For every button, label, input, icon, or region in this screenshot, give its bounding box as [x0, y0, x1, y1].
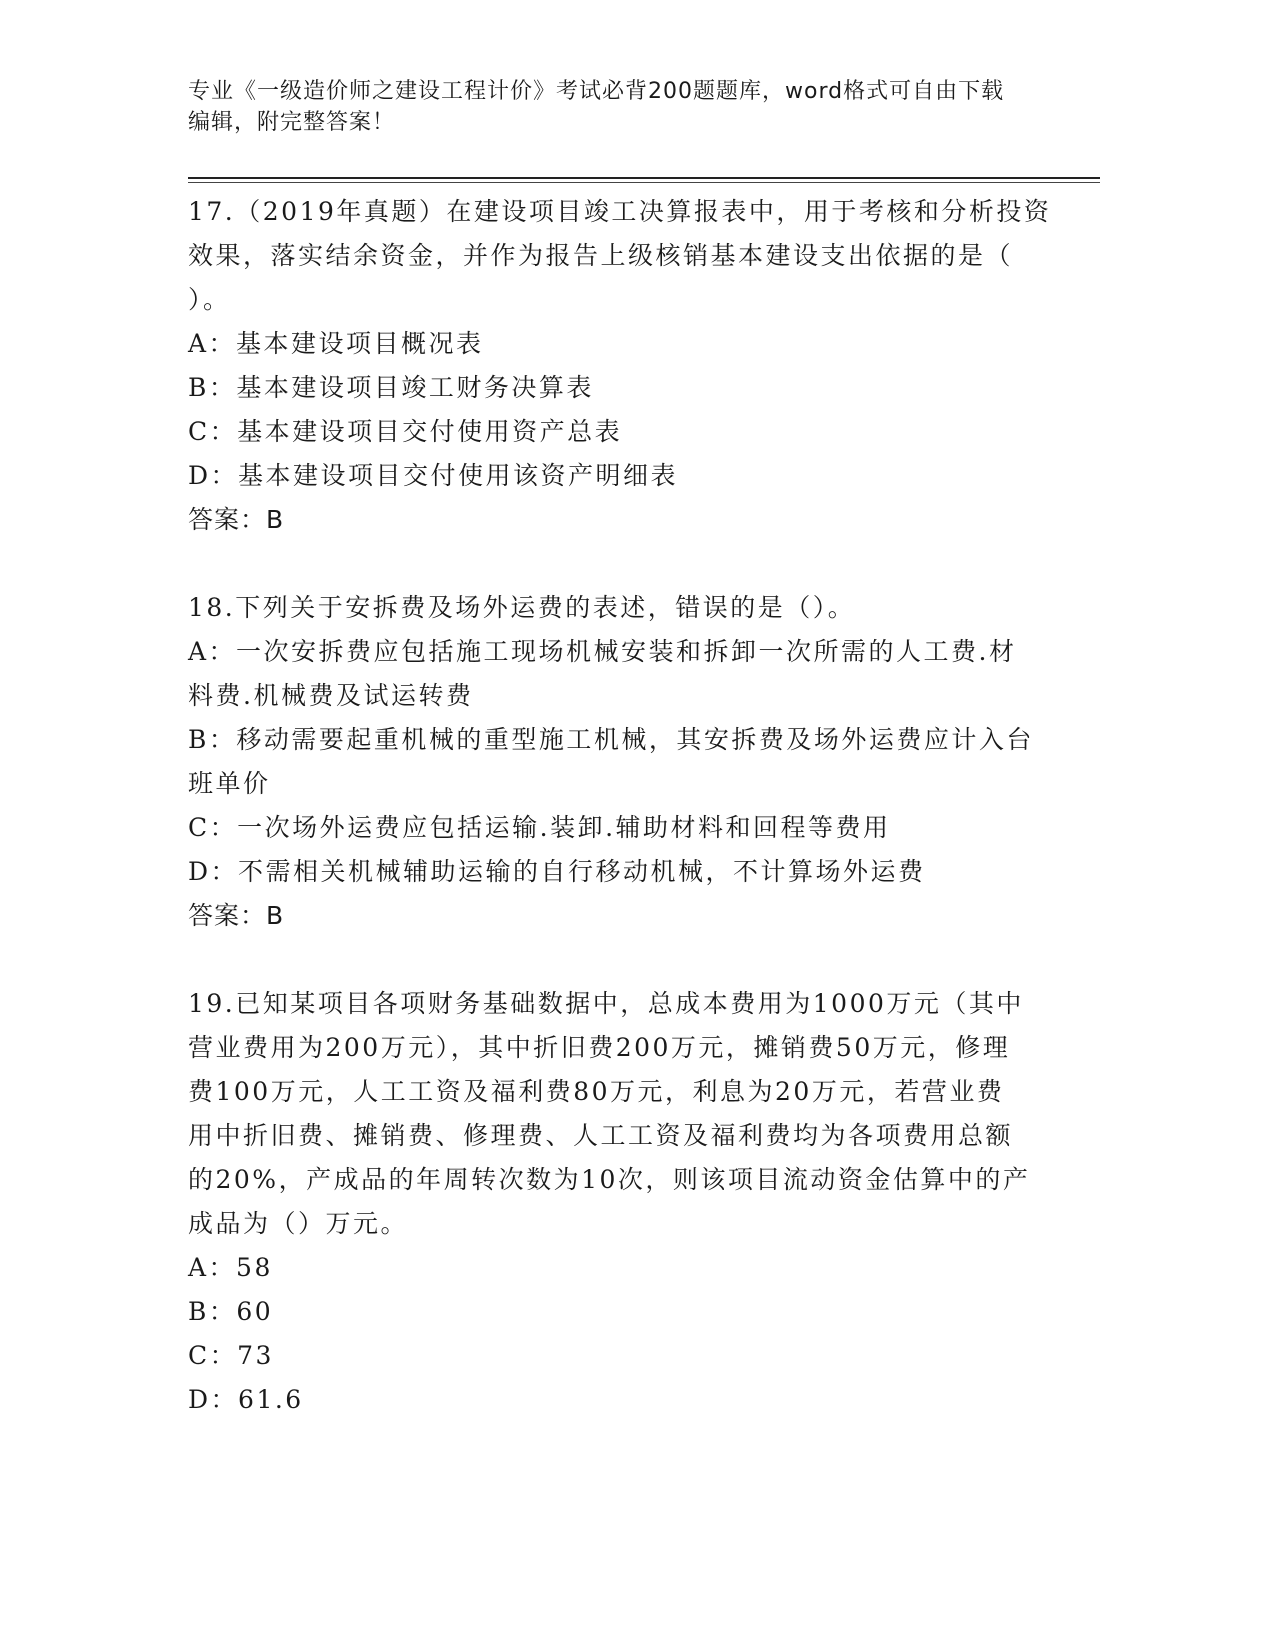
header-divider-thick — [188, 177, 1100, 179]
question-17 — [188, 190, 1078, 542]
option-b: B：基本建设项目竣工财务决算表 — [188, 373, 594, 402]
option-b: B：60 — [188, 1297, 274, 1326]
question-spacer — [188, 938, 1078, 982]
question-stem-line: 用中折旧费、摊销费、修理费、人工工资及福利费均为各项费用总额 — [188, 1121, 1014, 1150]
question-stem-line: 的20%，产成品的年周转次数为10次，则该项目流动资金估算中的产 — [188, 1165, 1031, 1194]
document-header — [188, 76, 1088, 138]
question-stem-line: 效果，落实结余资金，并作为报告上级核销基本建设支出依据的是（ — [188, 241, 1014, 270]
option-a-continuation: 料费.机械费及试运转费 — [188, 681, 474, 710]
question-stem-line: 19.已知某项目各项财务基础数据中，总成本费用为1000万元（其中 — [188, 989, 1024, 1018]
question-stem-line: 18.下列关于安拆费及场外运费的表述，错误的是（）。 — [188, 593, 856, 622]
header-line-1: 专业《一级造价师之建设工程计价》考试必背200题题库，word格式可自由下载 — [188, 79, 1005, 104]
option-d: D：不需相关机械辅助运输的自行移动机械，不计算场外运费 — [188, 857, 926, 886]
question-stem-line: 营业费用为200万元），其中折旧费200万元，摊销费50万元，修理 — [188, 1033, 1011, 1062]
answer-line: 答案：B — [188, 505, 285, 534]
option-c: C：基本建设项目交付使用资产总表 — [188, 417, 623, 446]
question-stem-line: 费100万元，人工工资及福利费80万元，利息为20万元，若营业费 — [188, 1077, 1005, 1106]
question-spacer — [188, 542, 1078, 586]
option-a: A：基本建设项目概况表 — [188, 329, 484, 358]
question-stem-line: 成品为（）万元。 — [188, 1209, 409, 1238]
question-stem-line: ）。 — [188, 285, 231, 314]
question-18 — [188, 586, 1078, 938]
option-d: D：61.6 — [188, 1385, 304, 1414]
option-c: C：73 — [188, 1341, 274, 1370]
option-a: A：一次安拆费应包括施工现场机械安装和拆卸一次所需的人工费.材 — [188, 637, 1017, 666]
answer-line: 答案：B — [188, 901, 285, 930]
header-line-2: 编辑，附完整答案！ — [188, 110, 396, 135]
header-divider-thin — [188, 182, 1100, 183]
option-a: A：58 — [188, 1253, 273, 1282]
option-b: B：移动需要起重机械的重型施工机械，其安拆费及场外运费应计入台 — [188, 725, 1034, 754]
question-stem-line: 17.（2019年真题）在建设项目竣工决算报表中，用于考核和分析投资 — [188, 197, 1052, 226]
option-c: C：一次场外运费应包括运输.装卸.辅助材料和回程等费用 — [188, 813, 891, 842]
question-list — [188, 190, 1078, 1422]
question-19 — [188, 982, 1078, 1422]
option-b-continuation: 班单价 — [188, 769, 271, 798]
option-d: D：基本建设项目交付使用该资产明细表 — [188, 461, 679, 490]
